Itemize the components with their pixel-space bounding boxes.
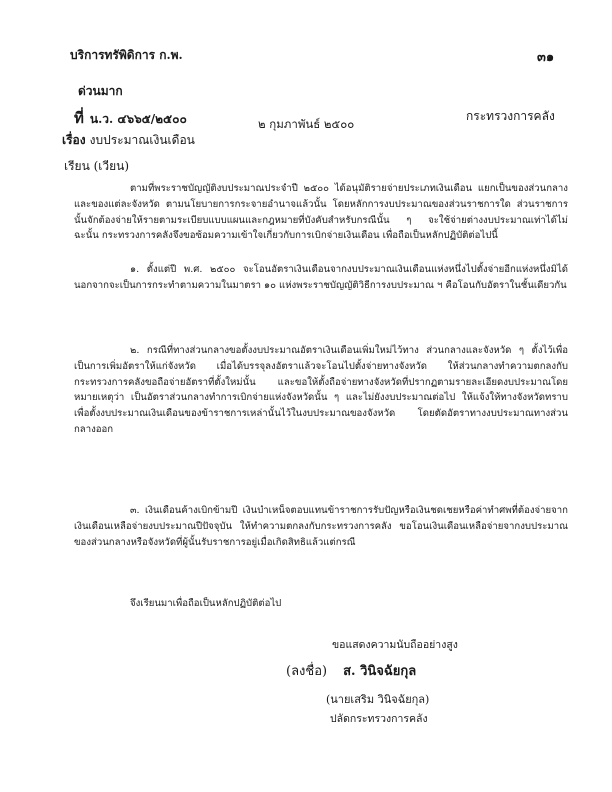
header-title: บริการทรัพิดิการ ก.พ.	[70, 48, 183, 62]
body-paragraph-1: ตามที่พระราชบัญญัติงบประมาณประจำปี ๒๕๐๐ ได้อนุมัติรายจ่ายประเภทเงินเดือน แยกเป็นของส่วนกลางและของแต่ละจังหวัด ตามนโยบายการกระจายอำนาจแล้วนั้น โดยหลักการงบประมาณของส่วนราชการใด ส่วนราชการนั้นจักต้องจ่ายให้รายตามระเบียบแบบแผนและกฎหมายที่บังคับสำหรับกรณีนั้น ๆ จะใช้จ่ายต่างงบประมาณเท่าได้ไม่ ฉะนั้น กระทรวงการคลังจึงขอซ้อมความเข้าใจเกี่ยวกับการเบิกจ่ายเงินเดือน เพื่อถือเป็นหลักปฏิบัติต่อไปนี้	[74, 183, 568, 242]
page-number: ๓๑	[537, 50, 555, 65]
reference-line	[74, 106, 187, 130]
reference-label: ที่	[74, 109, 84, 127]
signature-name: ส. วินิจฉัยกุล	[343, 664, 417, 679]
body-paragraph-5: จึงเรียนมาเพื่อถือเป็นหลักปฏิบัติต่อไป	[130, 598, 282, 609]
signatory-full-name: (นายเสริม วินิจฉัยกุล)	[326, 693, 430, 706]
body-paragraph-4: ๓. เงินเดือนค้างเบิกข้ามปี เงินบำเหน็จตอบแทนข้าราชการรับปัญหรือเงินชดเชยหรือค่าทำศพที่ต้องจ่ายจากเงินเดือนเหลือจ่ายงบประมาณปีปัจจุบัน ให้ทำความตกลงกับกระทรวงการคลัง ขอโอนเงินเดือนเหลือจ่ายจากงบประมาณของส่วนกลางหรือจังหวัดที่ผู้นั้นรับราชการอยู่เมื่อเกิดสิทธิแล้วแต่กรณี	[74, 505, 568, 548]
signature-mark: (ลงชื่อ)	[286, 664, 328, 679]
signature-row	[286, 660, 416, 681]
ministry-name: กระทรวงการคลัง	[466, 109, 555, 123]
body-paragraph-3: ๒. กรณีที่ทางส่วนกลางขอตั้งงบประมาณอัตราเงินเดือนเพิ่มใหม่ไว้ทาง ส่วนกลางและจังหวัด ๆ ตั้งไว้เพื่อเป็นการเพิ่มอัตราให้แก่จังหวัด เมื่อได้บรรจุลงอัตราแล้วจะโอนไปตั้งจ่ายทางจังหวัด ให้ส่วนกลางทำความตกลงกับกระทรวงการคลังขอถือจ่ายอัตราที่ตั้งใหม่นั้น และขอให้ตั้งถือจ่ายทางจังหวัดที่ปรากฏตามรายละเอียดงบประมาณโดยหมายเหตุว่า เป็นอัตราส่วนกลางทำการเบิกจ่ายแห่งจังหวัดนั้น ๆ และไม่ยังงบประมาณต่อไป ให้แจ้งให้ทางจังหวัดทราบเพื่อตั้งงบประมาณเงินเดือนของข้าราชการเหล่านั้นไว้ในงบประมาณของจังหวัด โดยตัดอัตราทางงบประมาณทางส่วนกลางออก	[74, 345, 568, 435]
reference-number: น.ว. ๔๖๖๕/๒๕๐๐	[89, 112, 187, 126]
signatory-position: ปลัดกระทรวงการคลัง	[330, 713, 428, 725]
document-date: ๒ กุมภาพันธ์ ๒๕๐๐	[258, 117, 355, 131]
subject-line	[62, 131, 195, 150]
closing-line: ขอแสดงความนับถืออย่างสูง	[332, 639, 458, 651]
subject-label: เรื่อง	[62, 133, 86, 147]
subject-text: งบประมาณเงินเดือน	[89, 133, 195, 147]
body-paragraph-2: ๑. ตั้งแต่ปี พ.ศ. ๒๕๐๐ จะโอนอัตราเงินเดือนจากงบประมาณเงินเดือนแห่งหนึ่งไปตั้งจ่ายอีกแห่งหนึ่งมิได้ นอกจากจะเป็นการกระทำตามความในมาตรา ๑๐ แห่งพระราชบัญญัติวิธีการงบประมาณ ฯ คือโอนกับอัตราในชั้นเดียวกัน	[74, 264, 568, 291]
urgency-label: ด่วนมาก	[78, 84, 123, 98]
salutation: เรียน (เวียน)	[64, 159, 130, 173]
